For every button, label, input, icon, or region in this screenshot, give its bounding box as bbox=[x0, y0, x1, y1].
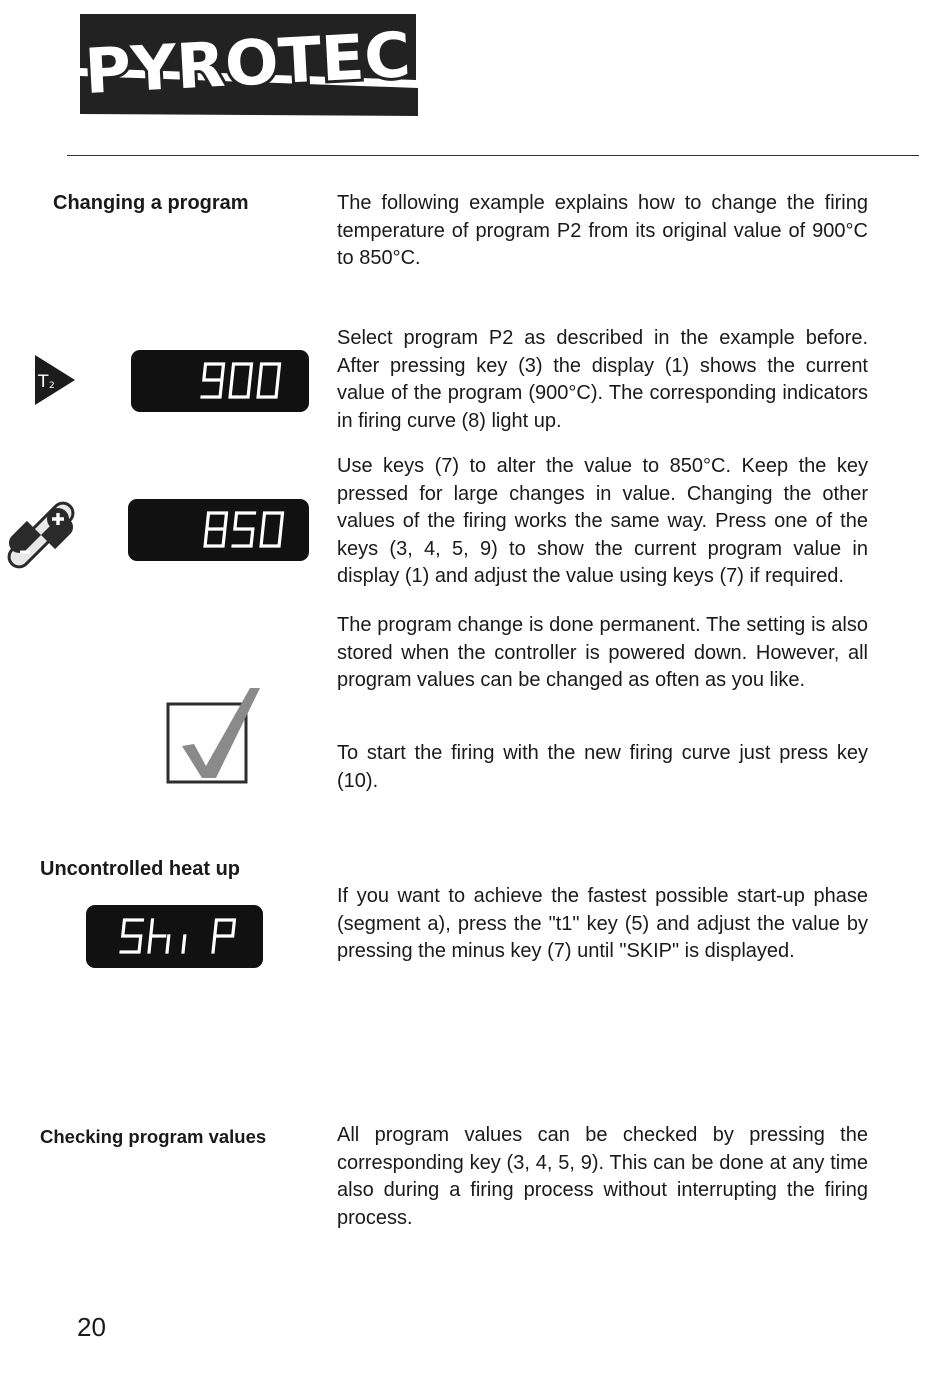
checkbox-check-icon bbox=[164, 686, 264, 786]
start-firing-paragraph: To start the firing with the new firing curve just press key (10). bbox=[337, 742, 868, 792]
svg-text:850: 850 bbox=[128, 486, 155, 503]
select-program-paragraph: Select program P2 as described in the example before. After pressing key (3) the display (1) shows the current value of the program (900°C). The corresponding indicators in firing curve (8) light up. bbox=[337, 327, 868, 432]
logo-text: PYROTEC bbox=[82, 18, 408, 108]
svg-text:900: 900 bbox=[131, 337, 158, 354]
page-number: 20 bbox=[77, 1312, 106, 1342]
intro-paragraph: The following example explains how to change the firing temperature of program P2 from its original value of 900°C to 850°C. bbox=[337, 192, 868, 270]
display-850 bbox=[128, 486, 309, 561]
svg-text:2: 2 bbox=[49, 381, 55, 391]
t2-key-icon bbox=[34, 354, 76, 406]
checking-values-paragraph: All program values can be checked by pressing the corresponding key (3, 4, 5, 9). This can be done at any time also during a firing process without interrupting the firing process. bbox=[337, 1124, 868, 1229]
pyrotec-logo bbox=[80, 14, 418, 116]
header-rule bbox=[67, 155, 919, 156]
svg-text:T: T bbox=[38, 372, 49, 392]
section-heading-checking-program-values: Checking program values bbox=[40, 1126, 267, 1147]
uncontrolled-heat-up-paragraph: If you want to achieve the fastest possible start-up phase (segment a), press the "t1" key (5) and adjust the value by pressing the minus key (7) until "SKIP" is displayed. bbox=[337, 885, 868, 963]
display-900 bbox=[131, 337, 309, 412]
section-heading-changing-program: Changing a program bbox=[53, 192, 249, 214]
svg-text:SKIP: SKIP bbox=[86, 892, 123, 909]
section-heading-uncontrolled-heat-up: Uncontrolled heat up bbox=[40, 858, 240, 880]
adjust-value-paragraph: Use keys (7) to alter the value to 850°C. Keep the key pressed for large changes in value. Changing the other values of the firing works the same way. Press one of the keys (3, 4, 5, 9) to show the current program value in display (1) and adjust the value using keys (7) if required. bbox=[337, 455, 868, 588]
display-skip bbox=[86, 892, 263, 968]
permanent-change-paragraph: The program change is done permanent. The setting is also stored when the controller is powered down. However, all program values can be changed as often as you like. bbox=[337, 614, 868, 692]
plus-minus-key-icon bbox=[8, 502, 74, 568]
